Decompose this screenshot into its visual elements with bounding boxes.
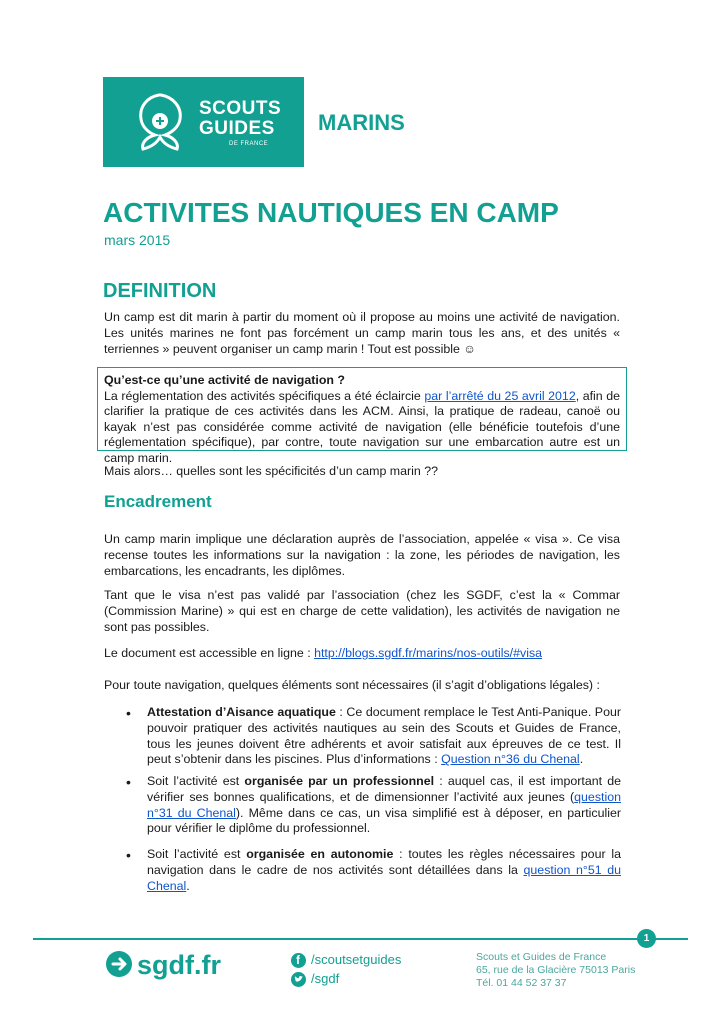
bullet-marker: • bbox=[126, 705, 131, 721]
arrete-link[interactable]: par l’arrêté du 25 avril 2012 bbox=[424, 388, 576, 403]
encadrement-paragraph-2: Tant que le visa n’est pas validé par l’association (chez les SGDF, c’est la « Commar (Commission Marine) » qui est en charge de cette validation), les activités de navigation ne sont pas possibles. bbox=[104, 588, 620, 634]
bullet-text: : Ce document remplace le Test Anti-Panique. Pour pouvoir pratiquer des activités nautiques au sein des Scouts et Guides de France, tous les jeunes doivent être adhérents et avoir satisfait aux épreuves de ce test. Il peut s’obtenir dans les piscines. Plus d’informations : bbox=[147, 705, 621, 767]
definition-heading: DEFINITION bbox=[103, 280, 217, 302]
bullet-item-professionnel bbox=[147, 774, 621, 837]
bullet-item-autonomie bbox=[147, 847, 621, 894]
definition-box-text-before: La réglementation des activités spécifiques a été éclaircie bbox=[104, 388, 425, 403]
chenal-36-link[interactable]: Question n°36 du Chenal bbox=[441, 752, 580, 767]
encadrement-paragraph-1: Un camp marin implique une déclaration auprès de l’association, appelée « visa ». Ce visa recense toutes les informations sur la navigation : la zone, les périodes de navigation, les embarcations, les encadrants, les diplômes. bbox=[104, 532, 620, 578]
bullet-before: Soit l’activité est bbox=[147, 847, 247, 861]
footer-address: 65, rue de la Glacière 75013 Paris bbox=[476, 964, 636, 976]
definition-intro: Un camp est dit marin à partir du moment où il propose au moins une activité de navigation. Les unités marines ne font pas forcément un camp marin tous les ans, et des unités « terriennes » peuvent organiser un camp marin ! Tout est possible ☺ bbox=[104, 310, 620, 356]
bullet-marker: • bbox=[126, 774, 131, 790]
sgdf-logo bbox=[103, 77, 304, 167]
bullet-bold: organisée par un professionnel bbox=[244, 774, 435, 788]
visa-link[interactable]: http://blogs.sgdf.fr/marins/nos-outils/#visa bbox=[314, 646, 543, 660]
bullet-text: : auquel cas, il est important de vérifier ses bonnes qualifications, et de dimensionner l’activité aux jeunes ( bbox=[147, 774, 621, 804]
facebook-icon: f bbox=[291, 953, 306, 968]
bullet-after: ). Même dans ce cas, un visa simplifié est à déposer, en particulier pour vérifier le diplôme du professionnel. bbox=[147, 805, 622, 836]
twitter-handle[interactable]: /sgdf bbox=[311, 971, 340, 986]
twitter-icon bbox=[291, 972, 306, 987]
arrow-circle-icon bbox=[105, 950, 133, 978]
document-date: mars 2015 bbox=[104, 232, 171, 248]
bullet-item-aisance bbox=[147, 705, 621, 768]
footer-phone: Tél. 01 44 52 37 37 bbox=[476, 977, 567, 989]
page-title: ACTIVITES NAUTIQUES EN CAMP bbox=[103, 197, 559, 228]
encadrement-paragraph-4: Pour toute navigation, quelques éléments sont nécessaires (il s’agit d’obligations légales) : bbox=[104, 678, 600, 692]
footer-org-name: Scouts et Guides de France bbox=[476, 951, 607, 963]
bullet-marker: • bbox=[126, 847, 131, 863]
definition-box-text-after: , afin de clarifier la pratique de ces activités dans les ACM. Ainsi, la pratique de radeau, canoë ou kayak n’est pas considérée comme activité de navigation (elle bénéficie toutefois d’une réglementation spécifique), par contre, toute navigation sur une embarcation autre est un camp marin. bbox=[104, 388, 621, 465]
definition-box-question: Qu’est-ce qu’une activité de navigation ? bbox=[104, 373, 345, 387]
page-number: 1 bbox=[637, 929, 656, 948]
visa-link-label: Le document est accessible en ligne : bbox=[104, 646, 315, 660]
section-tag: MARINS bbox=[318, 110, 405, 135]
footer-divider bbox=[33, 938, 688, 940]
bullet-bold: organisée en autonomie bbox=[246, 847, 394, 861]
chenal-31-link[interactable]: question n°31 du Chenal bbox=[147, 789, 621, 820]
bullet-after: . bbox=[186, 878, 190, 893]
question-line: Mais alors… quelles sont les spécificités d’un camp marin ?? bbox=[104, 464, 439, 478]
logo-line-2: GUIDES bbox=[199, 118, 275, 139]
bullet-bold: Attestation d’Aisance aquatique bbox=[147, 705, 336, 719]
footer-site-link[interactable]: sgdf.fr bbox=[137, 950, 221, 980]
chenal-51-link[interactable]: question n°51 du Chenal bbox=[147, 862, 621, 893]
bullet-after: . bbox=[579, 752, 584, 767]
bullet-text: : toutes les règles nécessaires pour la navigation dans le cadre de nos activités sont détaillées dans la bbox=[147, 847, 621, 877]
definition-box bbox=[97, 367, 627, 465]
facebook-handle[interactable]: /scoutsetguides bbox=[311, 952, 402, 967]
logo-line-1: SCOUTS bbox=[199, 98, 282, 119]
encadrement-heading: Encadrement bbox=[104, 492, 212, 511]
fleur-de-lis-icon bbox=[133, 91, 189, 153]
bullet-before: Soit l’activité est bbox=[147, 774, 245, 788]
logo-line-3: DE FRANCE bbox=[229, 141, 269, 147]
encadrement-paragraph-3 bbox=[104, 645, 620, 661]
